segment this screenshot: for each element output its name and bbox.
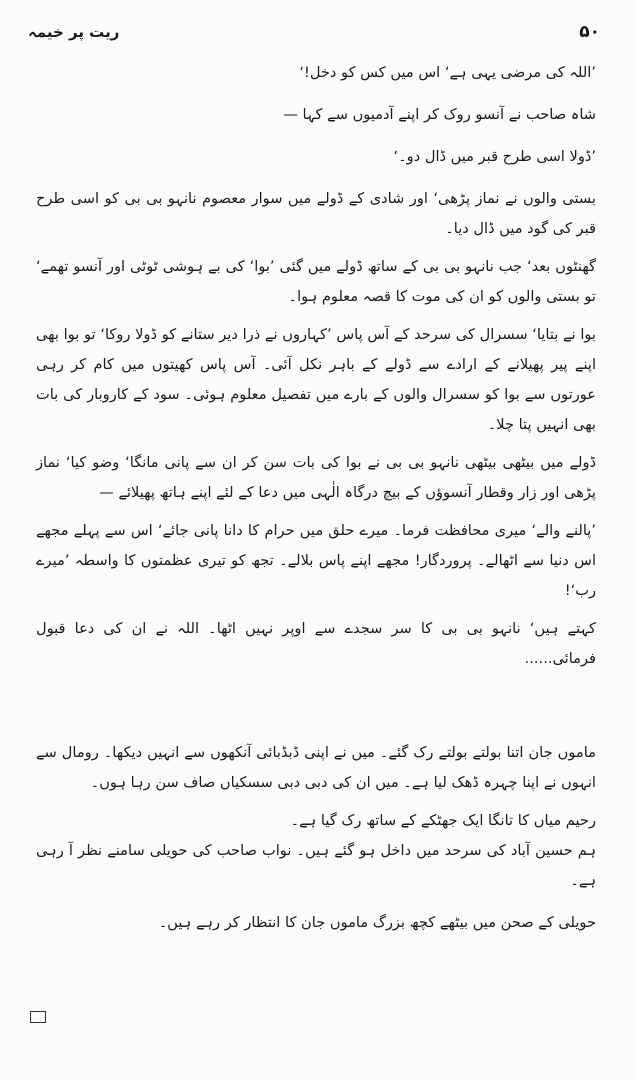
paragraph: کہتے ہیں‘ نانہو بی بی کا سر سجدے سے اوپر نہیں اٹھا۔ اللہ نے ان کی دعا قبول فرمائی...... [36,620,596,667]
square-marker-icon [30,1011,46,1023]
paragraph: شاہ صاحب نے آنسو روک کر اپنے آدمیوں سے کہا — [283,106,596,123]
body-text [36,58,596,950]
paragraph: بستی والوں نے نماز پڑھی‘ اور شادی کے ڈولے میں سوار معصوم نانہو بی بی کو اسی طرح قبر کی گود میں ڈال دیا۔ [36,190,596,237]
book-title: ریت پر خیمہ [28,23,120,41]
paragraph: رحیم میاں کا تانگا ایک جھٹکے کے ساتھ رک گیا ہے۔ [290,812,596,829]
running-head [28,18,600,46]
paragraph: ڈولے میں بیٹھی بیٹھی نانہو بی بی نے بوا کی بات سن کر ان سے پانی مانگا‘ وضو کیا‘ نماز پڑھی اور زار وقطار آنسوؤں کے بیچ درگاہ الٰہی میں دعا کے لئے اپنے ہاتھ پھیلائے — [36,454,596,501]
paragraph: ’ڈولا اسی طرح قبر میں ڈال دو۔‘ [393,148,596,165]
paragraph: حویلی کے صحن میں بیٹھے کچھ بزرگ ماموں جان کا انتظار کر رہے ہیں۔ [158,914,596,931]
paragraph: ’اللہ کی مرضی یہی ہے‘ اس میں کس کو دخل!‘ [299,64,596,81]
page-number: ۵۰ [579,22,600,42]
paragraph: ’پالنے والے‘ میری محافظت فرما۔ میرے حلق میں حرام کا دانا پانی جائے‘ اس سے پہلے مجھے اس دنیا سے اٹھالے۔ پروردگار! مجھے اپنے پاس بلالے۔ تجھ کو تیری عظمتوں کا واسطہ ’میرے رب‘! [36,522,596,599]
paragraph: ہم حسین آباد کی سرحد میں داخل ہو گئے ہیں۔ نواب صاحب کی حویلی سامنے نظر آ رہی ہے۔ [36,842,596,889]
paragraph: بوا نے بتایا‘ سسرال کی سرحد کے آس پاس ’کہاروں نے ذرا دیر ستانے کو ڈولا روکا‘ تو بوا بھی اپنے پیر پھیلانے کے ارادے سے ڈولے کے باہر نکل آئی۔ آس پاس کھیتوں میں کام کر رہی عورتوں سے بوا کو سسرال والوں کے بارے میں تفصیل معلوم ہوئی۔ سود کے کاروبار کی بات بھی انہیں پتا چلا۔ [36,326,596,433]
section-break [36,686,596,738]
paragraph: ماموں جان اتنا بولتے بولتے رک گئے۔ میں نے اپنی ڈبڈبائی آنکھوں سے انہیں دیکھا۔ رومال سے انہوں نے اپنا چہرہ ڈھک لیا ہے۔ میں ان کی دبی دبی سسکیاں صاف سن رہا ہوں۔ [36,744,596,791]
paragraph: گھنٹوں بعد‘ جب نانہو بی بی کے ساتھ ڈولے میں گئی ’بوا‘ کی بے ہوشی ٹوٹی اور آنسو تھمے‘ تو بستی والوں کو ان کی موت کا قصہ معلوم ہوا۔ [36,258,596,305]
